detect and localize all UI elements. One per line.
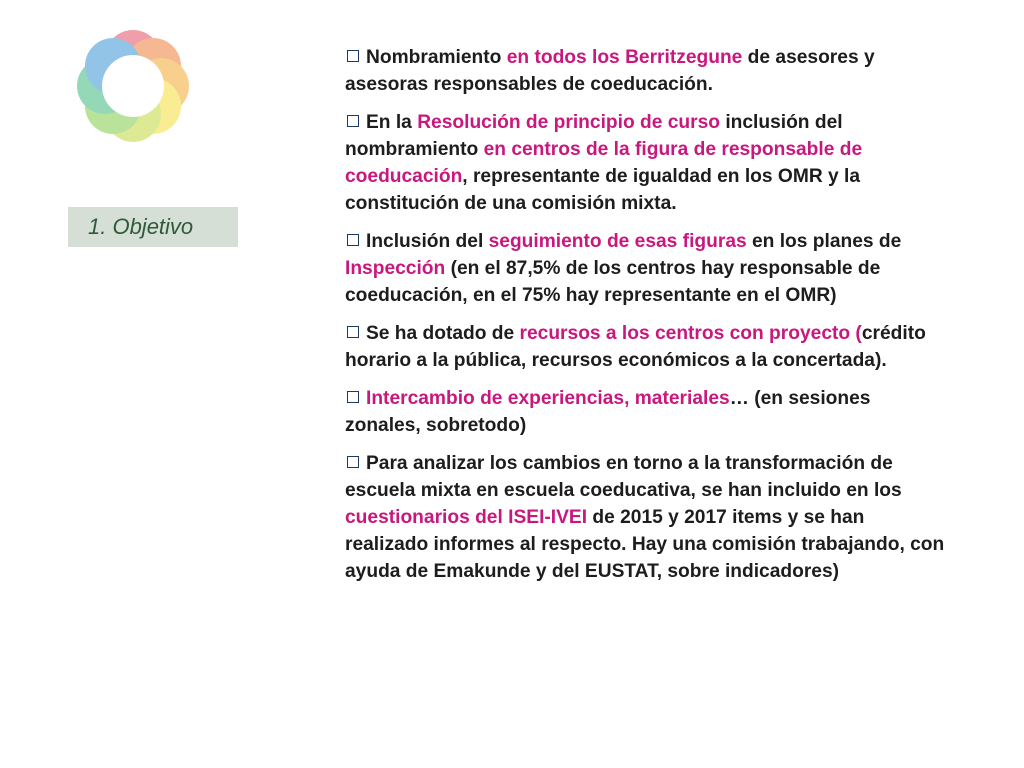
- list-item: [345, 228, 945, 309]
- body-text: … (en sesiones zonales, sobretodo): [345, 388, 871, 436]
- highlighted-text: seguimiento de esas figuras: [488, 231, 747, 252]
- highlighted-text: recursos a los centros con proyecto (: [519, 323, 862, 344]
- highlighted-text: cuestionarios del ISEI-IVEI: [345, 507, 588, 528]
- body-text: Se ha dotado de: [366, 323, 520, 344]
- body-text: de 2015 y 2017 items y se han realizado informes al respecto. Hay una comisión trabajando, con ayuda de Emakunde y del EUSTAT, sobre indicadores): [345, 507, 945, 582]
- body-text: inclusión del nombramiento: [345, 112, 843, 160]
- list-item: [345, 44, 945, 98]
- body-text: , representante de igualdad en los OMR y la constitución de una comisión mixta.: [345, 166, 861, 214]
- body-text: crédito horario a la pública, recursos económicos a la concertada).: [345, 323, 926, 371]
- body-text: En la: [366, 112, 418, 133]
- highlighted-text: Intercambio de experiencias, materiales: [366, 388, 730, 409]
- body-text: Inclusión del: [366, 231, 489, 252]
- highlighted-text: en todos los Berritzegune: [506, 47, 743, 68]
- checkbox-bullet-icon: [347, 115, 359, 127]
- highlighted-text: Resolución de principio de curso: [417, 112, 720, 133]
- body-text: (en el 87,5% de los centros hay responsable de coeducación, en el 75% hay representante en el OMR): [345, 258, 881, 306]
- body-text: Nombramiento: [366, 47, 507, 68]
- bullet-list: [345, 44, 945, 596]
- highlighted-text: Inspección: [345, 258, 446, 279]
- list-item: [345, 450, 945, 585]
- section-label: [68, 207, 238, 247]
- checkbox-bullet-icon: [347, 50, 359, 62]
- color-wheel-logo-icon: [71, 24, 195, 148]
- highlighted-text: en centros de la figura de responsable de coeducación: [345, 139, 863, 187]
- section-title: 1. Objetivo: [88, 214, 194, 239]
- checkbox-bullet-icon: [347, 234, 359, 246]
- list-item: [345, 385, 945, 439]
- body-text: de asesores y asesoras responsables de coeducación.: [345, 47, 875, 95]
- checkbox-bullet-icon: [347, 391, 359, 403]
- body-text: en los planes de: [746, 231, 902, 252]
- checkbox-bullet-icon: [347, 326, 359, 338]
- body-text: Para analizar los cambios en torno a la transformación de escuela mixta en escuela coeducativa, se han incluido en los: [345, 453, 902, 501]
- checkbox-bullet-icon: [347, 456, 359, 468]
- list-item: [345, 109, 945, 217]
- list-item: [345, 320, 945, 374]
